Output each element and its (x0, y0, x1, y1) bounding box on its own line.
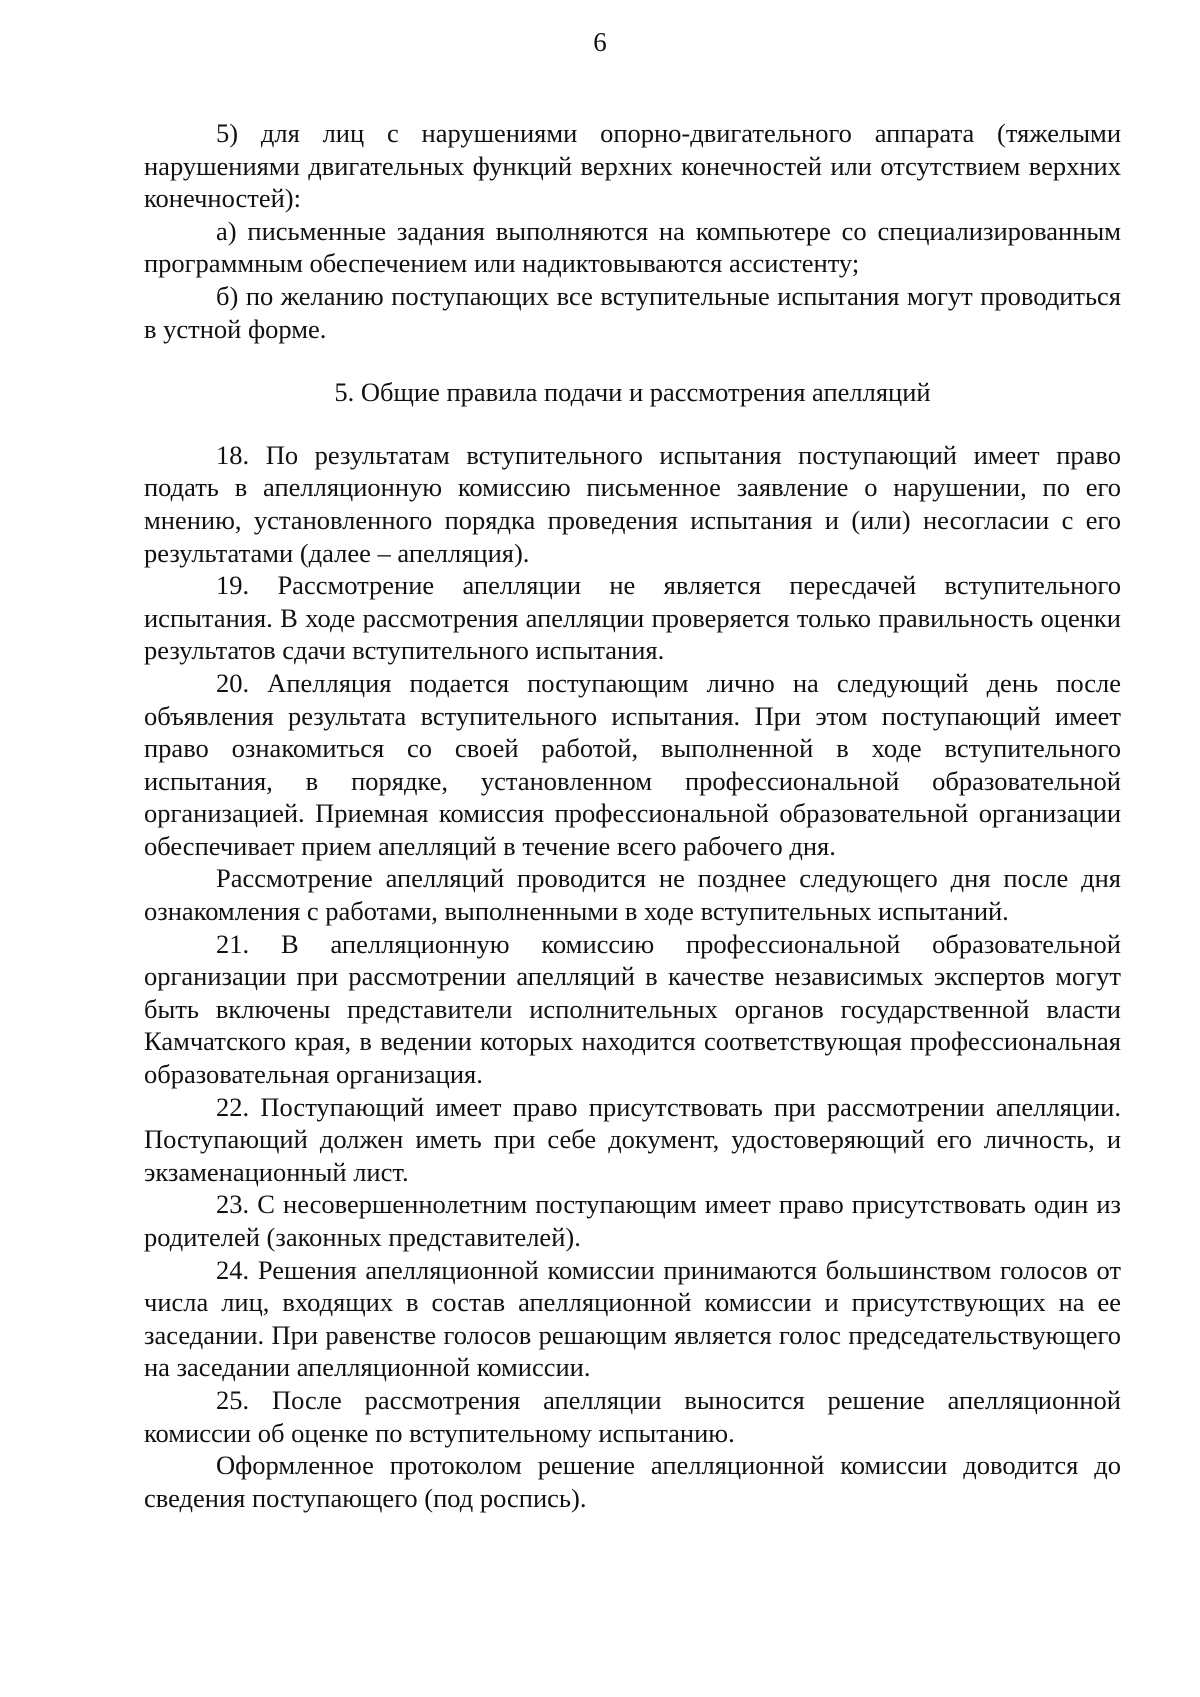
paragraph-25-continued: Оформленное протоколом решение апелляционной комиссии доводится до сведения поступающего (под роспись). (144, 1450, 1121, 1513)
page-number: 6 (593, 27, 607, 57)
paragraph-20-continued: Рассмотрение апелляций проводится не позднее следующего дня после дня ознакомления с работами, выполненными в ходе вступительных испытаний. (144, 863, 1121, 927)
paragraph-22: 22. Поступающий имеет право присутствовать при рассмотрении апелляции. Поступающий должен иметь при себе документ, удостоверяющий его личность, и экзаменационный лист. (144, 1091, 1121, 1187)
paragraph-item-5: 5) для лиц с нарушениями опорно-двигательного аппарата (тяжелыми нарушениями двигательных функций верхних конечностей или отсутствием верхних конечностей): (144, 118, 1121, 214)
section-heading: 5. Общие правила подачи и рассмотрения апелляций (334, 377, 931, 408)
paragraph-21: 21. В апелляционную комиссию профессиональной образовательной организации при рассмотрении апелляций в качестве независимых экспертов могут быть включены представители исполнительных органов государственной власти Камчатского края, в ведении которых находится соответствующая профессиональная образовательная организация. (144, 928, 1121, 1090)
paragraph-18: 18. По результатам вступительного испытания поступающий имеет право подать в апелляционную комиссию письменное заявление о нарушении, по его мнению, установленного порядка проведения испытания и (или) несогласии с его результатами (далее – апелляция). (144, 439, 1121, 568)
paragraph-25: 25. После рассмотрения апелляции выносится решение апелляционной комиссии об оценке по вступительному испытанию. (144, 1384, 1121, 1448)
paragraph-20: 20. Апелляция подается поступающим лично на следующий день после объявления результата вступительного испытания. При этом поступающий имеет право ознакомиться со своей работой, выполненной в ходе вступительного испытания, в порядке, установленном профессиональной образовательной организацией. Приемная комиссия профессиональной образовательной организации обеспечивает прием апелляций в течение всего рабочего дня. (144, 667, 1121, 861)
paragraph-23: 23. С несовершеннолетним поступающим имеет право присутствовать один из родителей (законных представителей). (144, 1189, 1121, 1252)
paragraph-subitem-b: б) по желанию поступающих все вступительные испытания могут проводиться в устной форме. (144, 280, 1121, 344)
paragraph-19: 19. Рассмотрение апелляции не является пересдачей вступительного испытания. В ходе рассмотрения апелляции проверяется только правильность оценки результатов сдачи вступительного испытания. (144, 570, 1121, 666)
paragraph-subitem-a: а) письменные задания выполняются на компьютере со специализированным программным обеспечением или надиктовываются ассистенту; (144, 215, 1121, 279)
document-body (144, 117, 1121, 1514)
paragraph-24: 24. Решения апелляционной комиссии принимаются большинством голосов от числа лиц, входящих в состав апелляционной комиссии и присутствующих на ее заседании. При равенстве голосов решающим является голос председательствующего на заседании апелляционной комиссии. (144, 1254, 1121, 1383)
